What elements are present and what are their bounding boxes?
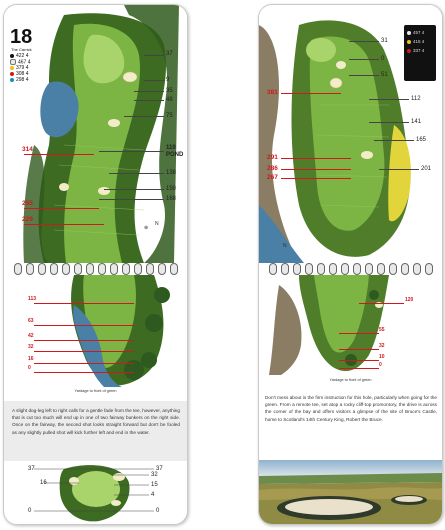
distance-label: 37 [166, 51, 173, 57]
green-distance-right: 15 [151, 482, 158, 488]
distance-leader [134, 91, 164, 92]
red-distance-label: 286 [267, 165, 278, 172]
red-distance-label: 255 [22, 200, 33, 207]
distance-leader [369, 99, 409, 100]
hole-description: A slight dog-leg left to right calls for a gentle fade from the tee, however, anything that is cut too much will end up in one of two fairway bunkers on the right side. Once on the fairway, the second shot looks straight forward but don't be fooled as any slightly pulled shot will kick further left and end in the water. [12, 408, 180, 435]
distance-label: 168 [166, 196, 177, 202]
binding-ring [389, 263, 397, 275]
red-distance-label: 32 [28, 344, 34, 350]
distance-label: 165 [416, 137, 427, 143]
tee-marker-icon [10, 78, 14, 82]
green-distance-left: 37 [28, 466, 35, 472]
tee-marker-icon [407, 40, 411, 44]
binding-ring [341, 263, 349, 275]
binding-ring [413, 263, 421, 275]
scorecard-row [404, 25, 436, 37]
svg-text:⊕: ⊕ [144, 225, 149, 231]
red-distance-label: 0 [28, 365, 31, 371]
binding-ring [62, 263, 70, 275]
binding-ring [98, 263, 106, 275]
tee-par: 4 [25, 65, 29, 72]
binding-ring [50, 263, 58, 275]
tee-yards: 415 [413, 39, 421, 44]
tee-yards: 337 [413, 48, 421, 53]
red-distance-leader [281, 93, 341, 94]
distance-label: 31 [381, 38, 388, 44]
red-distance-leader [24, 224, 104, 225]
tee-par: 4 [421, 39, 425, 44]
distance-leader [379, 169, 419, 170]
red-distance-leader [339, 360, 379, 361]
binding-ring [26, 263, 34, 275]
red-distance-leader [281, 169, 351, 170]
tee-par: 4 [25, 77, 29, 84]
binding-ring [377, 263, 385, 275]
binding-ring [74, 263, 82, 275]
tee-yards: 422 [16, 53, 25, 59]
distance-leader [349, 41, 379, 42]
distance-label: 35 [166, 88, 173, 94]
binding-ring [425, 263, 433, 275]
green-distance-right: 0 [156, 508, 160, 514]
distance-label: 9 [166, 77, 170, 83]
distance-label: 48 [166, 97, 173, 103]
red-distance-leader [281, 178, 351, 179]
yardage-caption: Yardage to front of green [329, 378, 372, 382]
binding-ring [365, 263, 373, 275]
tee-par: 4 [421, 48, 425, 53]
binding-ring [305, 263, 313, 275]
green-distance-left: 0 [28, 508, 32, 514]
binding-ring [14, 263, 22, 275]
binding-ring [401, 263, 409, 275]
hole-guide-right-page [258, 4, 443, 525]
tee-yards: 467 [18, 59, 27, 66]
hole-description: Don't mess about is the firm instruction for this hole, particularly when going for the green. From a remote tee, set atop a rocky cliff-top promontory, the drive is across the corner of the bay and offers visitors a glimpse of the site of Bruce's Castle, home to Scotland's 14th Century King, Robert the Bruce. [265, 395, 437, 422]
tee-scorecard [404, 25, 436, 81]
course-photo [259, 460, 442, 524]
binding-ring [269, 263, 277, 275]
distance-leader [124, 116, 164, 117]
distance-leader [374, 140, 414, 141]
tee-yards: 308 [16, 71, 25, 78]
red-distance-label: 32 [379, 343, 385, 349]
tee-row [10, 77, 31, 83]
tee-marker-icon [407, 49, 411, 53]
red-distance-leader [34, 363, 134, 364]
binding-ring [353, 263, 361, 275]
distance-leader [109, 173, 164, 174]
red-distance-leader [34, 351, 134, 352]
tee-yards: 298 [16, 77, 25, 84]
red-distance-leader [34, 303, 134, 304]
green-distance-right: 32 [151, 472, 158, 478]
scorecard-row [404, 37, 436, 46]
distance-label: 201 [421, 166, 432, 172]
red-distance-label: 113 [28, 296, 37, 302]
red-distance-leader [339, 333, 379, 334]
distance-label: 138 [166, 170, 177, 176]
hole-name: The Carrick [11, 47, 32, 52]
distance-leader [99, 199, 164, 200]
green-distance-right: 4 [151, 492, 155, 498]
scorecard-row [404, 46, 436, 55]
tee-par: 4 [25, 53, 29, 59]
distance-leader [144, 80, 164, 81]
tee-yardage-list [10, 53, 31, 83]
distance-label: 51 [381, 72, 388, 78]
hole-guide-left-page [3, 4, 188, 525]
red-distance-label: 16 [28, 356, 34, 362]
binding-ring [317, 263, 325, 275]
red-distance-leader [34, 372, 134, 373]
binding-ring [293, 263, 301, 275]
tee-marker-icon [10, 66, 14, 70]
red-distance-label: 0 [379, 362, 382, 368]
red-distance-label: 10 [379, 354, 385, 360]
distance-leader [349, 75, 379, 76]
tee-yards: 457 [413, 30, 421, 35]
binding-ring [170, 263, 178, 275]
binding-ring [110, 263, 118, 275]
red-distance-leader [281, 158, 351, 159]
red-distance-label: 120 [405, 297, 414, 303]
green-distance-right: 37 [156, 466, 163, 472]
yardage-caption: Yardage to front of green [74, 389, 117, 393]
binding-ring [86, 263, 94, 275]
distance-label: 0 [381, 56, 385, 62]
spiral-binding [4, 263, 187, 275]
distance-label: 112 [411, 96, 421, 102]
red-distance-leader [339, 368, 379, 369]
red-distance-label: 267 [267, 174, 278, 181]
distance-leader [349, 59, 379, 60]
binding-ring [38, 263, 46, 275]
tee-marker-icon [10, 54, 14, 58]
distance-label: 159 [166, 186, 177, 192]
tee-par: 4 [421, 30, 425, 35]
binding-ring [329, 263, 337, 275]
tee-par: 4 [25, 71, 29, 78]
red-distance-leader [359, 303, 404, 304]
distance-leader [369, 122, 409, 123]
tee-marker-icon [10, 59, 16, 65]
distance-leader [104, 189, 164, 190]
red-distance-leader [24, 154, 94, 155]
tee-marker-icon [407, 31, 411, 35]
binding-ring [146, 263, 154, 275]
binding-ring [281, 263, 289, 275]
tee-marker-icon [10, 72, 14, 76]
pond-label: POND [166, 152, 184, 158]
red-distance-label: 229 [22, 216, 33, 223]
distance-leader [99, 151, 164, 152]
pond-distance: 110 [166, 145, 176, 151]
compass-north-label: N [283, 243, 287, 249]
tee-par: 4 [27, 59, 31, 66]
red-distance-label: 42 [28, 333, 34, 339]
compass-north-label: N [155, 221, 159, 227]
red-distance-label: 63 [28, 318, 34, 324]
distance-leader [134, 100, 164, 101]
green-distance-left: 16 [40, 480, 47, 486]
binding-ring [134, 263, 142, 275]
red-distance-label: 291 [267, 154, 278, 161]
red-distance-leader [34, 325, 134, 326]
hole-number: 18 [10, 26, 33, 48]
spiral-binding [259, 263, 442, 275]
red-distance-label: 314 [22, 146, 33, 153]
binding-ring [158, 263, 166, 275]
distance-label: 141 [411, 119, 422, 125]
binding-ring [122, 263, 130, 275]
red-distance-leader [339, 349, 379, 350]
tee-yards: 379 [16, 65, 25, 72]
distance-leader [144, 55, 164, 56]
red-distance-leader [24, 208, 99, 209]
red-distance-label: 381 [267, 89, 278, 96]
red-distance-label: 55 [379, 327, 385, 333]
distance-label: 75 [166, 113, 173, 119]
red-distance-leader [34, 340, 134, 341]
